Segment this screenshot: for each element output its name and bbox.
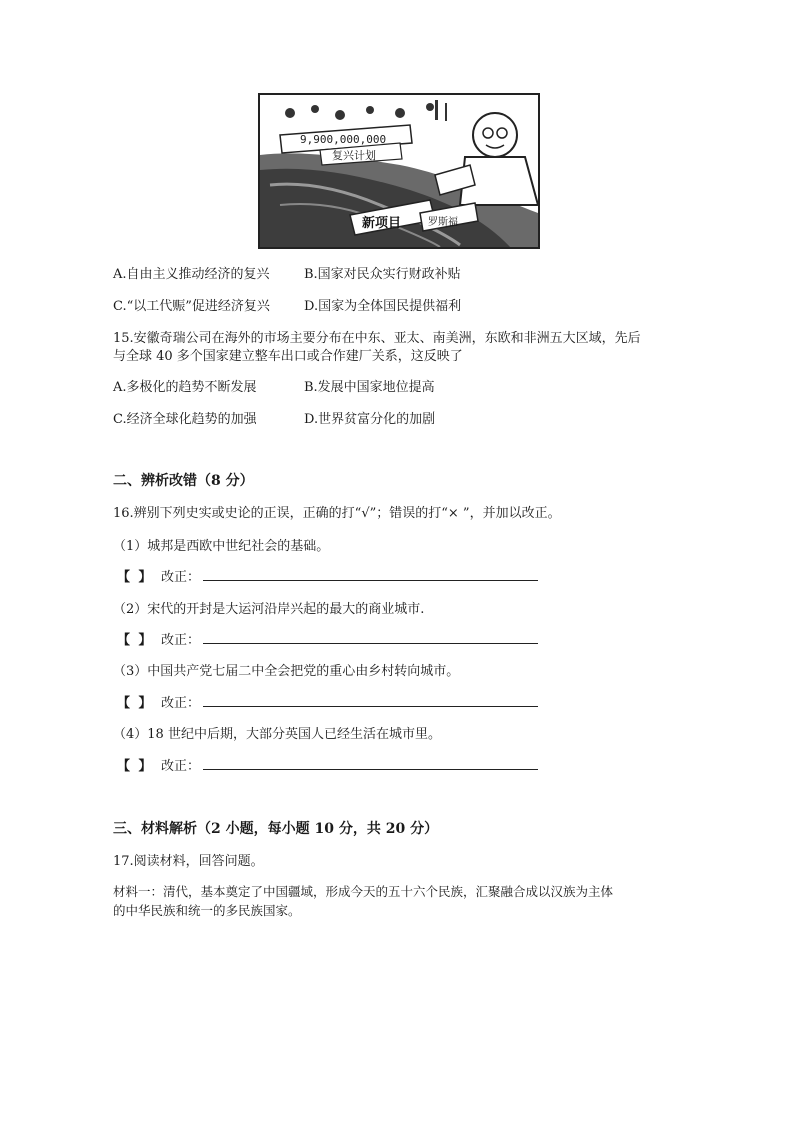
q15-option-c: C.经济全球化趋势的加强 [113,412,257,427]
q17-stem: 17.阅读材料，回答问题。 [113,854,264,869]
cartoon-new-project-text: 新项目 [362,216,402,231]
correct-label-4: 改正： [161,759,201,774]
q16-stem: 16.辨别下列史实或史论的正误，正确的打“√”；错误的打“× ”，并加以改正。 [113,506,561,521]
q14-option-d: D.国家为全体国民提供福利 [304,299,462,314]
cartoon-name-text: 罗斯福 [428,217,458,228]
correct-label-3: 改正： [161,696,201,711]
q16-item-3: （3）中国共产党七届二中全会把党的重心由乡村转向城市。 [113,664,460,679]
section3-title: 三、材料解析（2 小题，每小题 10 分，共 20 分） [113,821,439,837]
cartoon-image [258,93,540,249]
correct-label-2: 改正： [161,633,201,648]
material-one-line2: 的中华民族和统一的多民族国家。 [113,903,301,918]
correct-label-1: 改正： [161,570,201,585]
q15-stem-line2: 与全球 40 多个国家建立整车出口或合作建厂关系，这反映了 [113,349,463,364]
q15-option-d: D.世界贫富分化的加剧 [304,412,436,427]
cartoon-number-text: 9,900,000,000 [300,133,387,146]
q14-option-c: C.“以工代赈”促进经济复兴 [113,299,270,314]
q14-option-a: A.自由主义推动经济的复兴 [113,267,270,282]
section2-title: 二、辨析改错（8 分） [113,473,254,489]
answer-bracket-1: 【 】 [117,570,154,585]
answer-bracket-4: 【 】 [117,759,154,774]
q15-option-b: B.发展中国家地位提高 [304,380,435,395]
q16-item-2: （2）宋代的开封是大运河沿岸兴起的最大的商业城市. [113,602,425,617]
answer-bracket-2: 【 】 [117,633,154,648]
q14-option-b: B.国家对民众实行财政补贴 [304,267,461,282]
answer-bracket-3: 【 】 [117,696,154,711]
q15-stem-line1: 15.安徽奇瑞公司在海外的市场主要分布在中东、亚太、南美洲，东欧和非洲五大区域，先后 [113,331,641,346]
material-one-line1: 材料一：清代，基本奠定了中国疆域，形成今天的五十六个民族，汇聚融合成以汉族为主体 [113,884,614,899]
answer-line-2[interactable] [203,643,538,644]
answer-line-3[interactable] [203,706,538,707]
answer-line-4[interactable] [203,769,538,770]
q16-item-4: （4）18 世纪中后期，大部分英国人已经生活在城市里。 [113,727,441,742]
cartoon-plan-text: 复兴计划 [332,149,376,162]
q16-item-1: （1）城邦是西欧中世纪社会的基础。 [113,539,330,554]
answer-line-1[interactable] [203,580,538,581]
q15-option-a: A.多极化的趋势不断发展 [113,380,257,395]
